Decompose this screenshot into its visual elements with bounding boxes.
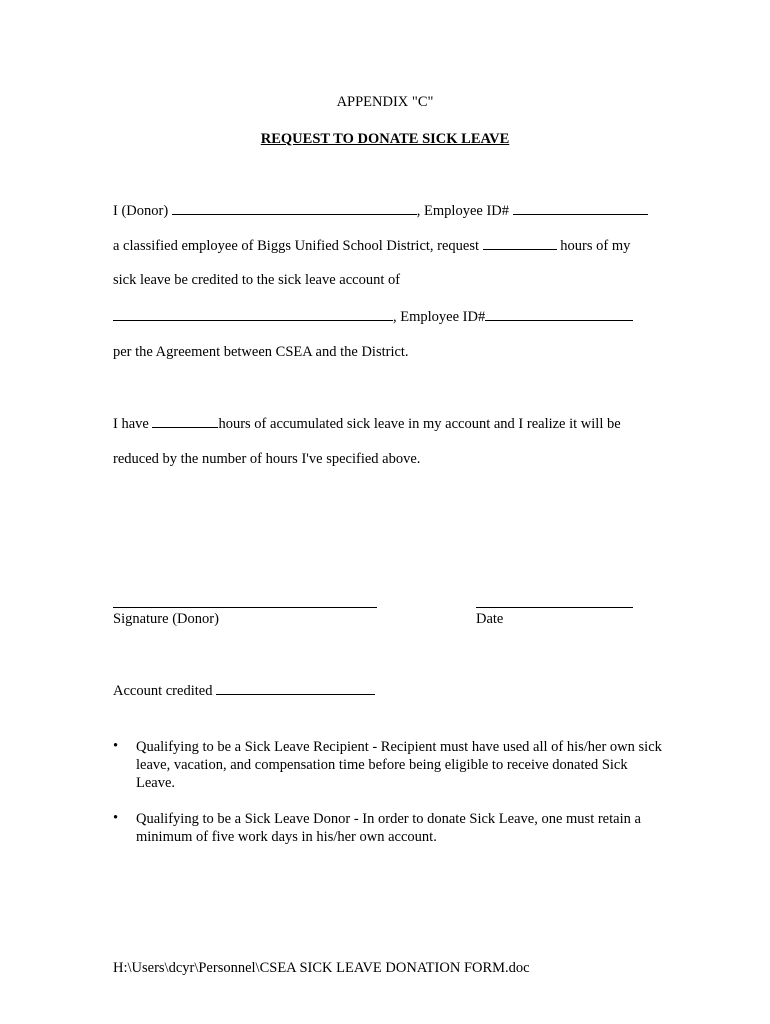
recipient-qualification-text: Qualifying to be a Sick Leave Recipient - Recipient must have used all of his/her own sick leave, vacation, and compensation time before being eligible to receive donated Sick Leave.: [136, 739, 662, 791]
donor-qualification-text: Qualifying to be a Sick Leave Donor - In order to donate Sick Leave, one must retain a minimum of five work days in his/her own account.: [136, 811, 641, 845]
recipient-employee-id-blank[interactable]: [485, 308, 633, 321]
accumulated-prefix: I have: [113, 416, 149, 432]
date-line[interactable]: [476, 607, 633, 608]
hours-requested-blank[interactable]: [483, 237, 557, 250]
agreement-text: per the Agreement between CSEA and the District.: [113, 344, 409, 360]
donor-signature-line[interactable]: [113, 607, 377, 608]
bullet-icon: •: [113, 810, 119, 826]
signature-donor-label: Signature (Donor): [113, 611, 219, 627]
bullet-icon: •: [113, 738, 119, 754]
recipient-name-blank[interactable]: [113, 308, 393, 321]
footer-file-path: H:\Users\dcyr\Personnel\CSEA SICK LEAVE DONATION FORM.doc: [113, 960, 530, 976]
donor-label: I (Donor): [113, 203, 169, 219]
donor-name-blank[interactable]: [172, 202, 417, 215]
donor-employee-id-blank[interactable]: [513, 202, 648, 215]
account-credited-line: [113, 682, 375, 700]
reduced-hours-text: reduced by the number of hours I've specified above.: [113, 451, 421, 467]
credited-account-text: sick leave be credited to the sick leave account of: [113, 272, 401, 288]
request-hours-line: [113, 237, 630, 255]
request-hours-prefix: a classified employee of Biggs Unified School District, request: [113, 238, 480, 254]
accumulated-hours-blank[interactable]: [152, 415, 218, 428]
recipient-line: [113, 308, 633, 326]
date-label: Date: [476, 611, 504, 627]
appendix-heading: APPENDIX "C": [336, 94, 434, 110]
accumulated-suffix: hours of accumulated sick leave in my account and I realize it will be: [218, 416, 621, 432]
accumulated-hours-line: [113, 415, 621, 433]
form-title: REQUEST TO DONATE SICK LEAVE: [260, 131, 510, 147]
recipient-employee-id-label: , Employee ID#: [393, 309, 486, 325]
employee-id-label: , Employee ID#: [416, 203, 510, 219]
account-credited-blank[interactable]: [216, 682, 375, 695]
request-hours-suffix: hours of my: [560, 238, 631, 254]
account-credited-label: Account credited: [113, 683, 213, 699]
donor-line: [113, 202, 648, 220]
